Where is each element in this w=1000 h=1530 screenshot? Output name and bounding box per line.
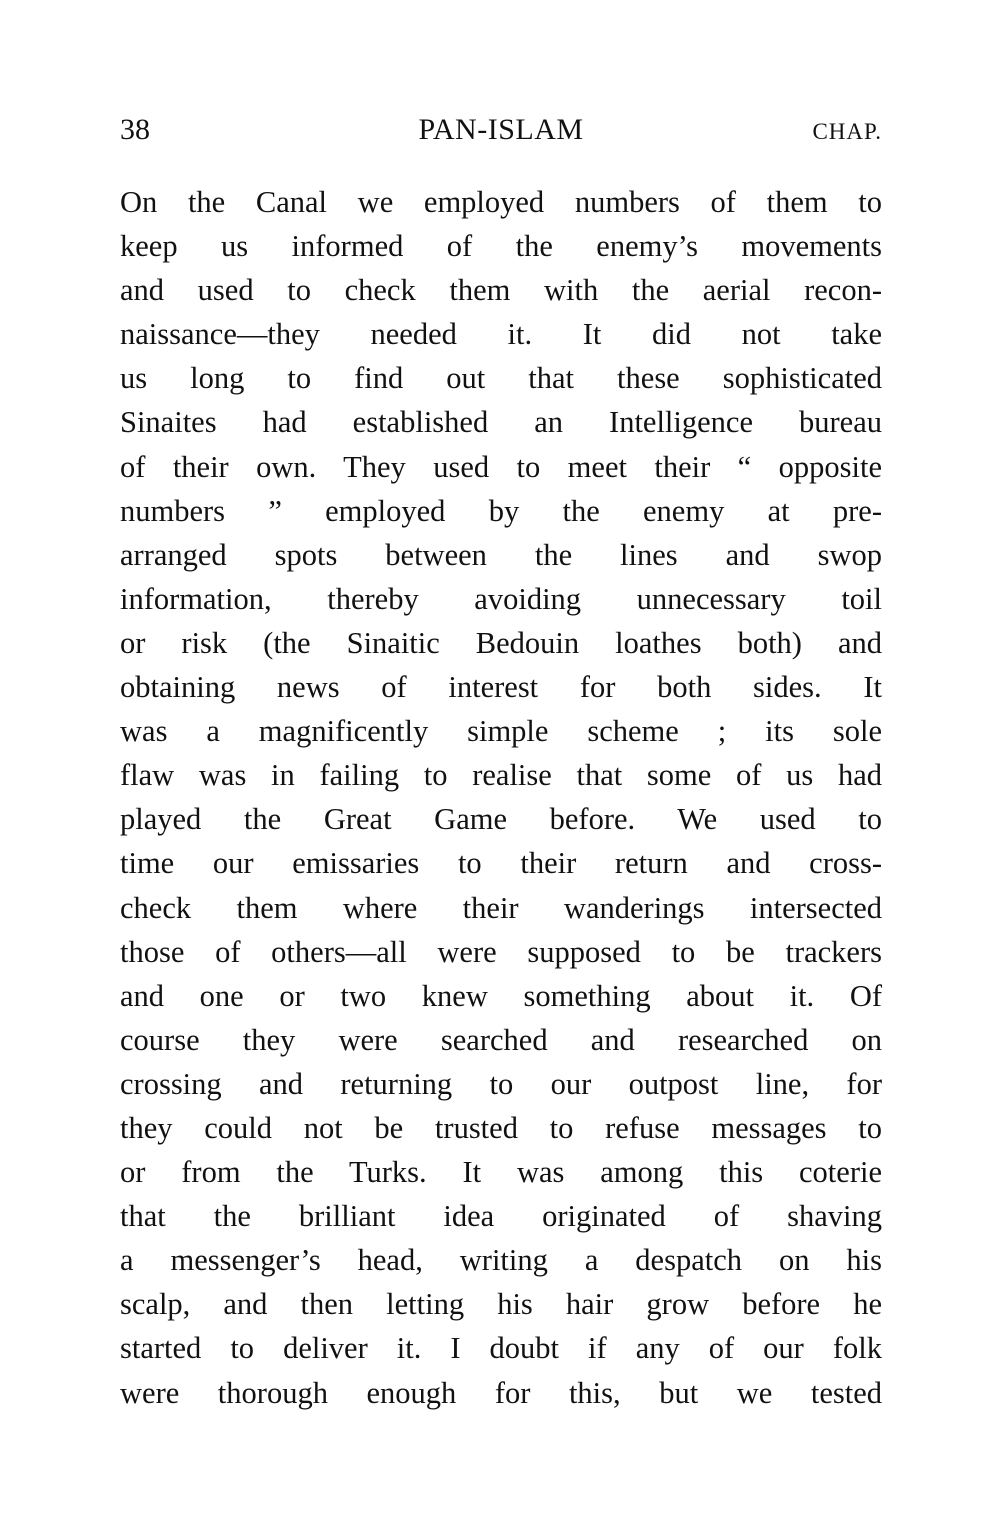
body-text <box>120 180 882 1415</box>
text-line: information, thereby avoiding unnecessary toil <box>120 581 882 616</box>
text-line: On the Canal we employed numbers of them to <box>120 185 882 219</box>
text-line: check them where their wanderings intersected <box>120 890 882 925</box>
text-line: obtaining news of interest for both sides. It <box>120 670 882 705</box>
text-line: were thorough enough for this, but we tested <box>120 1375 882 1410</box>
text-line: arranged spots between the lines and swop <box>120 537 882 572</box>
text-line: of their own. They used to meet their “ opposite <box>120 449 882 484</box>
text-line: a messenger’s head, writing a despatch on his <box>120 1243 882 1278</box>
text-line: and one or two knew something about it. Of <box>120 978 882 1013</box>
text-line: scalp, and then letting his hair grow before he <box>120 1287 882 1322</box>
text-line: that the brilliant idea originated of shaving <box>120 1199 882 1234</box>
text-line: was a magnificently simple scheme ; its sole <box>120 714 882 749</box>
text-line: time our emissaries to their return and cross- <box>120 846 882 881</box>
text-line: played the Great Game before. We used to <box>120 802 882 837</box>
text-line: Sinaites had established an Intelligence bureau <box>120 405 882 440</box>
text-line: numbers ” employed by the enemy at pre- <box>120 493 882 528</box>
text-line: they could not be trusted to refuse messages to <box>120 1110 882 1145</box>
text-line: keep us informed of the enemy’s movements <box>120 229 882 264</box>
page-number: 38 <box>120 113 150 146</box>
chapter-label: CHAP. <box>812 119 882 144</box>
text-line: and used to check them with the aerial recon- <box>120 273 882 308</box>
running-head <box>120 110 882 160</box>
text-line: course they were searched and researched on <box>120 1022 882 1057</box>
text-line: naissance—they needed it. It did not take <box>120 317 882 352</box>
text-line: or risk (the Sinaitic Bedouin loathes both) and <box>120 625 882 660</box>
text-line: those of others—all were supposed to be trackers <box>120 934 882 969</box>
text-line: us long to find out that these sophisticated <box>120 361 882 396</box>
running-title: PAN-ISLAM <box>418 113 584 146</box>
text-line: or from the Turks. It was among this coterie <box>120 1155 882 1190</box>
text-line: crossing and returning to our outpost line, for <box>120 1066 882 1101</box>
text-line: started to deliver it. I doubt if any of our folk <box>120 1331 882 1366</box>
text-line: flaw was in failing to realise that some of us had <box>120 758 882 793</box>
